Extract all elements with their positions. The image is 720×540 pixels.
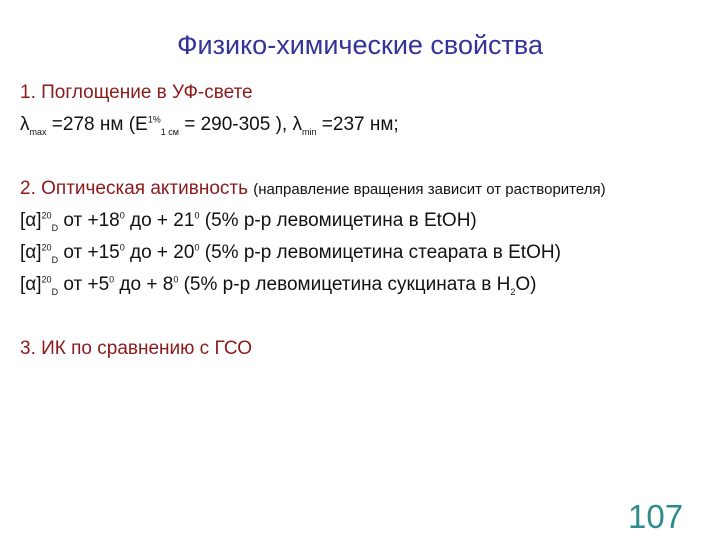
section-ir-heading: 3. ИК по сравнению с ГСО bbox=[20, 338, 252, 359]
slide-title: Физико-химические свойства bbox=[177, 30, 543, 60]
page-number: 107 bbox=[628, 498, 684, 535]
solvent-note: (направление вращения зависит от растворителя) bbox=[253, 181, 606, 198]
section-optical-heading: 2. Оптическая активность (направление вращения зависит от растворителя) bbox=[20, 178, 606, 199]
section-uv-heading: 1. Поглощение в УФ-свете bbox=[20, 82, 253, 103]
rotation-row-1: $[\alpha]^{20}_D$ от $+18^0$ до + $21^0$ (5% р-р левомицетина в EtOH) bbox=[20, 210, 477, 233]
rotation-row-2: $[\alpha]^{20}_D$ от $+15^0$ до + $20^0$ (5% р-р левомицетина стеарата в EtOH) bbox=[20, 242, 561, 265]
rotation-row-3: $[\alpha]^{20}_D$ от $+5^0$ до + $8^0$ (5% р-р левомицетина сукцината в $Н_2О$) bbox=[20, 274, 537, 297]
uv-absorption-values: $\lambda_{max} =278$ нм ($Е^{1\%}_{1 см} = 290-305$ ), $\lambda_{min} =237$ нм; bbox=[20, 114, 399, 137]
